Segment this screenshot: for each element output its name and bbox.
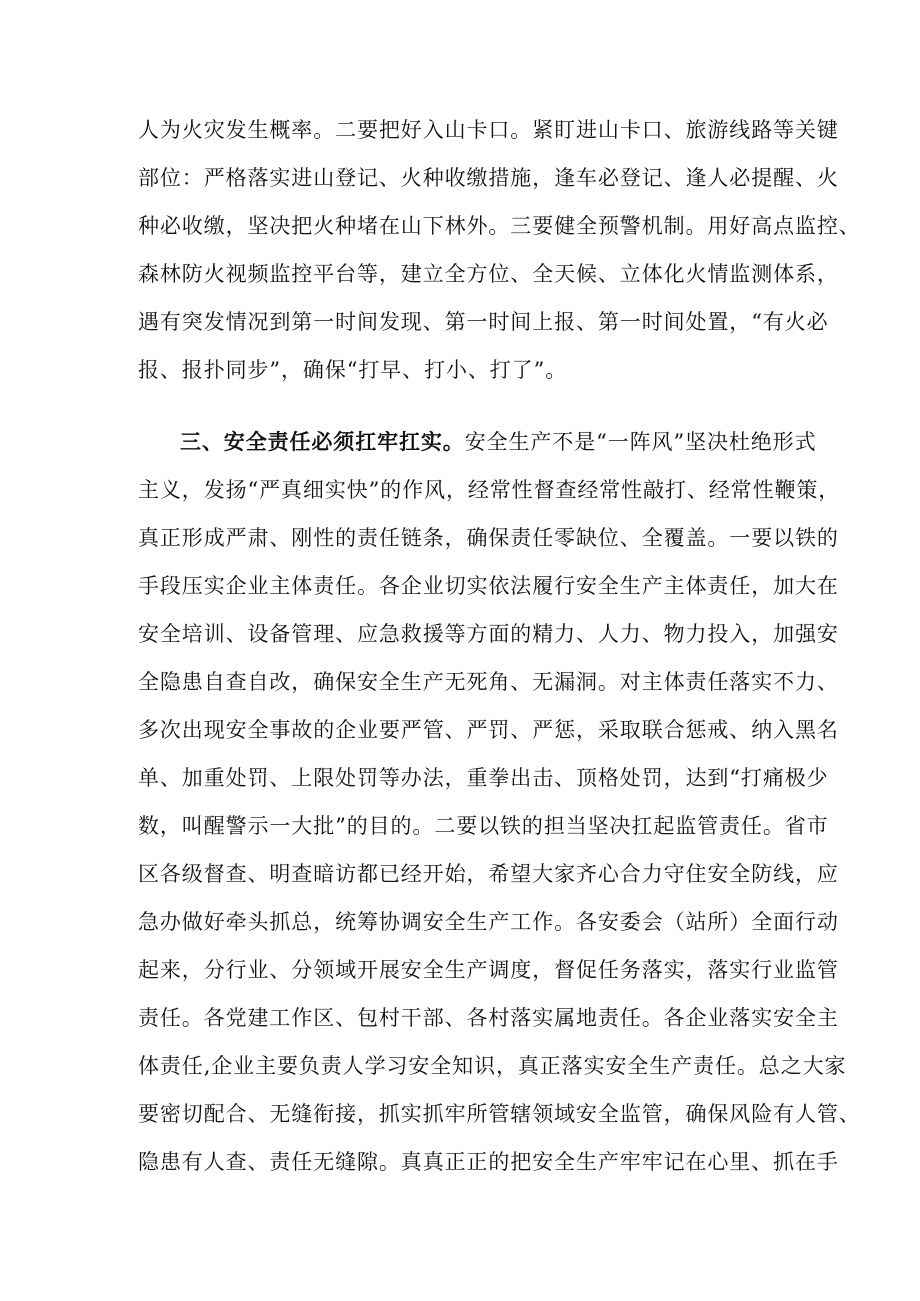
paragraph-line: 多次出现安全事故的企业要严管、严罚、严惩，采取联合惩戒、纳入黑名 [138,718,839,742]
paragraph-line: 森林防火视频监控平台等，建立全方位、全天候、立体化火情监测体系， [138,262,839,286]
paragraph-line: 全隐患自查自改，确保安全生产无死角、无漏洞。对主体责任落实不力、 [138,670,839,694]
paragraph-line: 数，叫醒警示一大批”的目的。二要以铁的担当坚决扛起监管责任。省市 [138,814,829,838]
paragraph-line: 主义，发扬“严真细实快”的作风，经常性督查经常性敲打、经常性鞭策， [138,478,841,502]
section-heading: 三、安全责任必须扛牢扛实。 [180,429,465,454]
paragraph-line: 区各级督查、明查暗访都已经开始，希望大家齐心合力守住安全防线，应 [138,862,839,886]
paragraph-line: 隐患有人查、责任无缝隙。真真正正的把安全生产牢牢记在心里、抓在手 [138,1150,839,1174]
paragraph-line: 遇有突发情况到第一时间发现、第一时间上报、第一时间处置，“有火必 [138,310,829,334]
paragraph-line: 责任。各党建工作区、包村干部、各村落实属地责任。各企业落实安全主 [138,1006,839,1030]
paragraph-line: 人为火灾发生概率。二要把好入山卡口。紧盯进山卡口、旅游线路等关键 [138,118,839,142]
paragraph-line: 要密切配合、无缝衔接，抓实抓牢所管辖领域安全监管，确保风险有人管、 [138,1102,861,1126]
paragraph-line: 急办做好牵头抓总，统筹协调安全生产工作。各安委会（站所）全面行动 [138,910,839,934]
paragraph-line: 种必收缴，坚决把火种堵在山下林外。三要健全预警机制。用好高点监控、 [138,214,861,238]
section-first-line [180,419,817,465]
paragraph-line: 真正形成严肃、刚性的责任链条，确保责任零缺位、全覆盖。一要以铁的 [138,526,839,550]
paragraph-line: 手段压实企业主体责任。各企业切实依法履行安全生产主体责任，加大在 [138,574,839,598]
paragraph-line: 单、加重处罚、上限处罚等办法，重拳出击、顶格处罚，达到“打痛极少 [138,766,829,790]
paragraph-line: 起来，分行业、分领域开展安全生产调度，督促任务落实，落实行业监管 [138,958,839,982]
paragraph-line: 安全培训、设备管理、应急救援等方面的精力、人力、物力投入，加强安 [138,622,839,646]
paragraph-line: 报、报扑同步”，确保“打早、打小、打了”。 [138,358,568,382]
section-first-line-text: 安全生产不是“一阵风”坚决杜绝形式 [464,430,817,454]
paragraph-line: 部位：严格落实进山登记、火种收缴措施，逢车必登记、逢人必提醒、火 [138,166,839,190]
paragraph-line: 体责任,企业主要负责人学习安全知识，真正落实安全生产责任。总之大家 [138,1054,847,1078]
